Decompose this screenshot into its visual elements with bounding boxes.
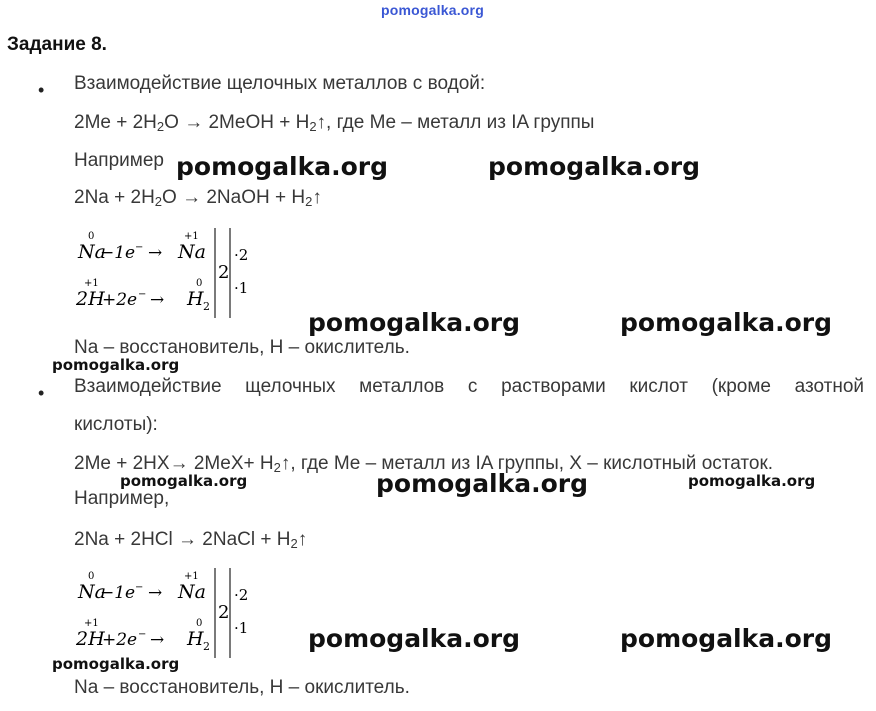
section2-example-equation: 2Na + 2HCl → 2NaCl + $H_2↑$: [74, 529, 308, 551]
arrow: →: [148, 583, 163, 603]
e-sup: −: [138, 629, 147, 640]
section1-example-label: Например: [74, 150, 164, 171]
watermark: pomogalka.org: [620, 624, 833, 653]
coef-1: ·2: [234, 246, 249, 264]
h-right-sub: 2: [203, 300, 210, 313]
e-sup: −: [135, 582, 144, 593]
watermark: pomogalka.org: [52, 356, 180, 374]
section2-heading-line1: Взаимодействие щелочных металлов с растворами кислот (кроме азотной: [74, 376, 864, 397]
coef-1: ·2: [234, 586, 249, 604]
section1-heading: Взаимодействие щелочных металлов с водой:: [74, 73, 486, 94]
na-right: Na: [178, 241, 206, 263]
bullet-1: •: [38, 80, 45, 100]
ox-state: 0: [88, 231, 95, 242]
h-right-sub: 2: [203, 640, 210, 653]
watermark: pomogalka.org: [308, 624, 521, 653]
ox-state: 0: [196, 278, 203, 289]
ox-state: +1: [184, 571, 199, 582]
section2-conclusion: Na – восстановитель, H – окислитель.: [74, 677, 410, 698]
na-right: Na: [178, 581, 206, 603]
ox-state: +1: [184, 231, 199, 242]
ox-state: 0: [88, 571, 95, 582]
section2-heading-line2: кислоты):: [74, 414, 158, 435]
arrow: →: [148, 243, 163, 263]
watermark: pomogalka.org: [620, 308, 833, 337]
common-multiple: 2: [218, 262, 230, 283]
na-left: Na: [78, 241, 106, 263]
half-reactions-2: [70, 566, 270, 662]
coef-2: ·1: [234, 619, 249, 637]
section1-example-equation: $2Na + 2H_2O$ → 2NaOH + $H_2↑$: [74, 187, 322, 209]
coef-2: ·1: [234, 279, 249, 297]
plus-e: +2e: [102, 630, 138, 650]
ox-state: 0: [196, 618, 203, 629]
watermark: pomogalka.org: [176, 152, 389, 181]
watermark: pomogalka.org: [688, 472, 816, 490]
bullet-2: •: [38, 383, 45, 403]
watermark: pomogalka.org: [488, 152, 701, 181]
arrow: →: [150, 290, 165, 310]
task-title: Задание 8.: [7, 34, 107, 55]
h-left: 2H: [76, 628, 105, 650]
watermark: pomogalka.org: [308, 308, 521, 337]
common-multiple: 2: [218, 602, 230, 623]
arrow: →: [150, 630, 165, 650]
section2-general-equation: $2Me + 2HX\to 2MeX+ H_2↑$, где Me – металл из IA группы, X – кислотный остаток.: [74, 453, 774, 475]
watermark: pomogalka.org: [376, 469, 589, 498]
h-right: H: [187, 628, 204, 650]
minus-e: −1e: [100, 243, 136, 263]
watermark: pomogalka.org: [120, 472, 248, 490]
minus-e: −1e: [100, 583, 136, 603]
plus-e: +2e: [102, 290, 138, 310]
section1-conclusion: Na – восстановитель, H – окислитель.: [74, 337, 410, 358]
e-sup: −: [138, 289, 147, 300]
h-right: H: [187, 288, 204, 310]
e-sup: −: [135, 242, 144, 253]
ox-state: +1: [84, 278, 99, 289]
h-left: 2H: [76, 288, 105, 310]
watermark-top: pomogalka.org: [381, 2, 484, 18]
watermark: pomogalka.org: [52, 655, 180, 673]
ox-state: +1: [84, 618, 99, 629]
na-left: Na: [78, 581, 106, 603]
section1-general-equation: $2Me + 2H_2O$ → 2MeOH + $H_2↑$, где Me – металл из IA группы: [74, 112, 595, 134]
section2-example-label: Например,: [74, 488, 170, 509]
half-reactions-1: [70, 226, 270, 322]
